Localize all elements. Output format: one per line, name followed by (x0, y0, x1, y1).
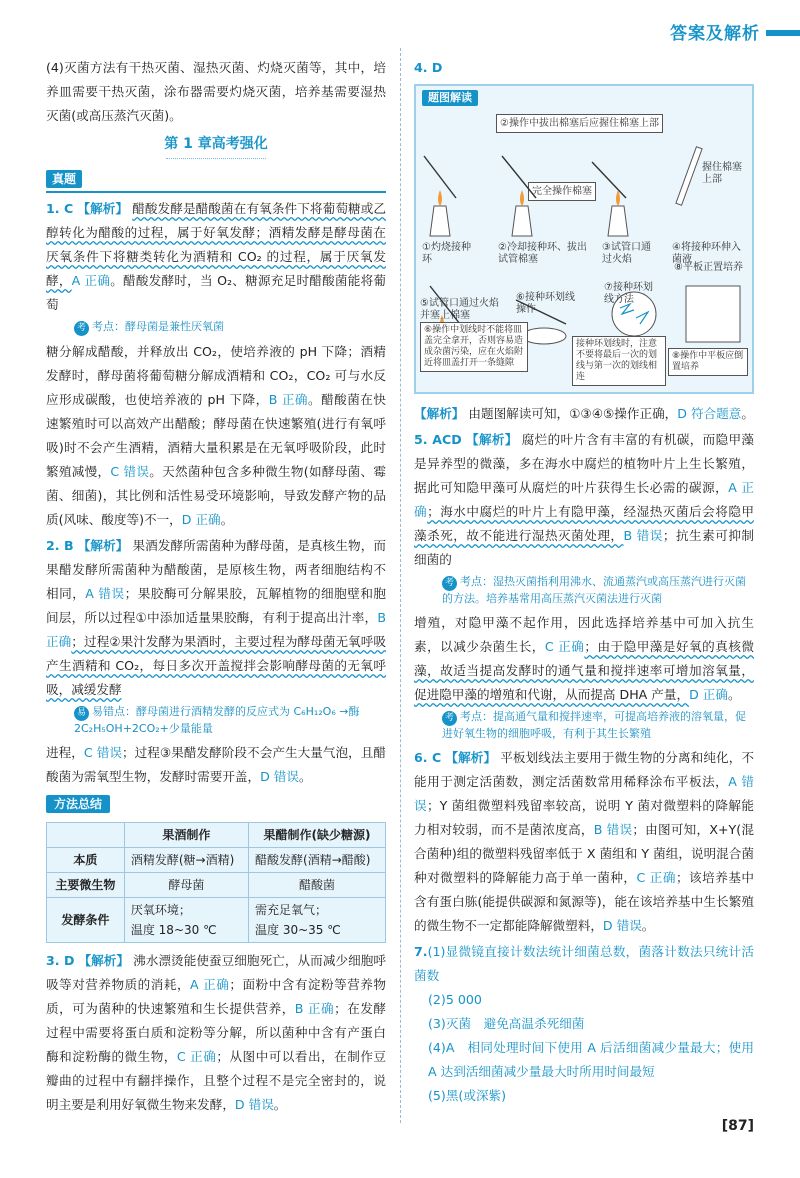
q3-text-d: ；从图中可以看出，在制作豆瓣曲的过程中有翻拌操作，且整个过程不是完全密封的，说明主要是利用好氧微生物来发酵， (46, 1049, 387, 1112)
q2-text-c: ；过程②果汁发酵为果酒时，主要过程为酵母菌无氧呼吸产生酒精和 CO₂，每日多次开盖搅拌会影响酵母菌的无氧呼吸，减缓发酵 (46, 634, 387, 697)
q1-number: 1. C (46, 201, 74, 216)
q5-text-a: 腐烂的叶片含有丰富的有机碳，而隐甲藻是异养型的微藻，多在海水中腐烂的植物叶片上生长繁殖，据此可知隐甲藻可从腐烂的叶片获得生长必需的碳源， (414, 432, 754, 495)
q1-text-d: 。醋酸菌在快速繁殖时可以高效产出醋酸；酵母菌在快速繁殖(进行有氧呼吸)时不会产生酒精，酒精大量积累是在无氧呼吸阶段，此时繁殖减慢， (46, 392, 386, 479)
q2-text-e: ；过程③果醋发酵阶段不会产生大量气泡，且醋酸菌为需氧型生物，发酵时需要开盖， (46, 745, 386, 784)
q5-answer-cont (414, 611, 754, 707)
q7-number: 7. (414, 944, 428, 959)
q5-judge-b: B 错误 (623, 528, 663, 543)
q1-text-b: 。醋酸发酵时，当 O₂、糖源充足时醋酸菌能将葡萄 (46, 273, 387, 312)
q1-judge-c: C 错误 (110, 464, 150, 479)
q1-answer-cont (46, 340, 386, 532)
fig-step2: ②冷却接种环、拔出试管棉塞 (498, 242, 587, 265)
q4-answer (414, 402, 754, 426)
q2-end: 。 (298, 769, 312, 784)
q1-text-a: 醋酸发酵是醋酸菌在有氧条件下将葡萄糖或乙醇转化为醋酸的过程，属于好氧发酵；酒精发酵是酵母菌在厌氧条件下将糖类转化为酒精和 CO₂ 的过程，属于厌氧发酵， (46, 201, 386, 288)
fig-step8: ⑧平板正置培养 (674, 262, 743, 273)
note-badge-icon: 考 (74, 321, 89, 336)
q2-text-a: 果酒发酵所需菌种为酵母菌，是真核生物，而果醋发酵所需菌种为醋酸菌，是原核生物，两者细胞结构不相同， (46, 538, 387, 601)
fig-box-step8: ⑧操作中平板应倒置培养 (668, 348, 748, 376)
header-title: 答案及解析 (670, 24, 760, 44)
note-badge-icon: 易 (74, 706, 89, 721)
q7-line1 (414, 940, 754, 988)
q2-judge-b: B 正确 (46, 610, 386, 649)
chapter-title: 第 1 章高考强化 (164, 136, 268, 152)
summary-row3-c1b: 温度 18~30 ℃ (130, 923, 217, 937)
q2-judge-d: D 错误 (260, 769, 299, 784)
q4-judge: D 符合题意 (677, 406, 742, 421)
q7-line2: (2)5 000 (428, 992, 482, 1007)
q5-text-e: ；由于隐甲藻是好氧的真核微藻，故适当提高发酵时的通气量和搅拌速率可增加溶氧量，促进隐甲藻的增殖和代谢，从而提高 DHA 产量， (414, 639, 755, 702)
q3-judge-d: D 错误 (234, 1097, 274, 1112)
note-badge-icon: 考 (442, 711, 457, 726)
q4-parse-text: 由题图解读可知，①③④⑤操作正确， (468, 406, 678, 421)
q4-figure (414, 84, 754, 394)
q7-line3: (3)灭菌 避免高温杀死细菌 (428, 1016, 585, 1031)
chapter-underline (166, 158, 266, 159)
summary-header-row (47, 823, 386, 848)
q6-judge-c: C 正确 (636, 870, 676, 885)
flame-icon (438, 190, 442, 206)
q3-text-c: ；在发酵过程中需要将蛋白质和淀粉等分解，所以菌种中含有产蛋白酶和淀粉酶的微生物， (46, 1001, 386, 1064)
summary-row (47, 898, 386, 943)
summary-row2-c2: 醋酸菌 (249, 873, 386, 898)
q5-end: 。 (727, 687, 741, 702)
q3-judge-b: B 正确 (294, 1001, 335, 1016)
q3-number: 3. D (46, 953, 75, 968)
alcohol-lamp-icon (430, 206, 450, 236)
q3-parse-label: 【解析】 (78, 953, 130, 968)
q6-parse-label: 【解析】 (445, 750, 497, 765)
q5-number: 5. ACD (414, 432, 462, 447)
q6-judge-a: A 错误 (414, 774, 754, 813)
fig-step6: ⑥接种环划线操作 (516, 292, 575, 315)
q4-number: 4. D (414, 60, 443, 75)
summary-title: 方法总结 (46, 795, 110, 813)
fig-step3: ③试管口通过火焰 (602, 242, 651, 265)
summary-row3-head: 发酵条件 (47, 898, 125, 943)
page-header (670, 22, 760, 47)
inoculating-loop-icon (502, 156, 536, 198)
inoculating-loop-icon (592, 162, 626, 198)
q6-judge-b: B 错误 (593, 822, 633, 837)
header-accent-bar (766, 30, 800, 36)
q1-judge-a: A 正确 (71, 273, 111, 288)
summary-row3-c2b: 温度 30~35 ℃ (255, 923, 341, 937)
q5-note1-text: 考点：湿热灭菌指利用沸水、流通蒸汽或高压蒸汽进行灭菌的方法。培养基常用高压蒸汽灭菌法进行灭菌 (442, 575, 746, 605)
left-column (46, 56, 386, 1117)
summary-row3-c1a: 厌氧环境； (130, 903, 191, 917)
alcohol-lamp-icon (608, 206, 628, 236)
q5-text-c: ；抗生素可抑制细菌的 (414, 528, 754, 567)
alcohol-lamp-icon (512, 206, 532, 236)
q2-number: 2. B (46, 538, 74, 553)
q5-parse-label: 【解析】 (466, 432, 518, 447)
incubator-icon (686, 286, 740, 342)
fig-step7: ⑦接种环划线方法 (604, 282, 653, 305)
test-tube-icon (676, 147, 702, 205)
q4-heading (414, 56, 754, 80)
fig-step4b: 握住棉塞上部 (702, 162, 742, 185)
q6-text-d: ；该培养基中含有蛋白胨(能提供碳源和氮源等)，能在该培养基中生长繁殖的微生物不一定都能降解微塑料， (414, 870, 755, 933)
summary-row (47, 873, 386, 898)
q6-number: 6. C (414, 750, 442, 765)
q2-text-b: ；果胶酶可分解果胶，瓦解植物的细胞壁和胞间层，所以过程①中添加适量果胶酶，有利于提高出汁率， (46, 586, 387, 625)
fig-box-complete: 完全操作棉塞 (528, 182, 596, 201)
q5-judge-a: A 正确 (414, 480, 754, 519)
summary-row1-c1: 酒精发酵(糖→酒精) (124, 848, 248, 873)
q3-judge-a: A 正确 (190, 977, 230, 992)
q1-text-e: 。天然菌种包含多种微生物(如酵母菌、霉菌、细菌)，其比例和活性易受环境影响，导致发酵产物的品质(风味、酸度等)不一， (46, 464, 386, 527)
flame-icon (616, 190, 620, 206)
q3-text-b: ；面粉中含有淀粉等营养物质，可为菌种的快速繁殖和生长提供营养， (46, 977, 386, 1016)
q1-judge-d: D 正确 (181, 512, 221, 527)
q2-judge-c: C 错误 (83, 745, 123, 760)
column-divider (400, 48, 401, 1123)
q3-judge-c: C 正确 (176, 1049, 217, 1064)
page-number: [87] (721, 1118, 754, 1134)
q6-answer (414, 746, 754, 938)
q3-end: 。 (273, 1097, 287, 1112)
petri-dish-icon (522, 328, 566, 344)
note-badge-icon: 考 (442, 576, 457, 591)
summary-col2: 果醋制作(缺少糖源) (249, 823, 386, 848)
summary-row3-c2a: 需充足氧气； (255, 903, 328, 917)
q1-note (74, 319, 386, 336)
q1-answer (46, 197, 386, 317)
q3-text-a: 沸水漂烫能使蚕豆细胞死亡，从而减少细胞呼吸等对营养物质的消耗， (46, 953, 387, 992)
summary-row2-head: 主要微生物 (47, 873, 125, 898)
q6-text-c: ；由图可知，X+Y(混合菌种)组的微塑料残留率低于 X 菌组和 Y 菌组，说明混合菌种对微塑料的降解能力高于单一菌种， (414, 822, 754, 885)
q5-answer (414, 428, 754, 572)
summary-table (46, 822, 386, 943)
q3-answer (46, 949, 386, 1117)
summary-row3-c2 (249, 898, 386, 943)
q7-line5: (5)黑(或深紫) (428, 1088, 507, 1103)
section-tag: 真题 (46, 170, 82, 188)
q2-parse-label: 【解析】 (77, 538, 129, 553)
q2-note (74, 704, 386, 737)
fig-step1: ①灼烧接种环 (422, 242, 471, 265)
q2-text-d: 进程， (46, 745, 84, 760)
q6-judge-d: D 错误 (602, 918, 642, 933)
q1-judge-b: B 正确 (268, 392, 308, 407)
q1-end: 。 (220, 512, 234, 527)
fig-box-step2-tip: ②操作中拔出棉塞后应握住棉塞上部 (496, 114, 663, 133)
q6-end: 。 (641, 918, 655, 933)
section-tag-row (46, 167, 386, 193)
q5-judge-c: C 正确 (544, 639, 585, 654)
q2-answer-cont (46, 741, 386, 789)
q2-answer (46, 534, 386, 702)
q5-text-d: 增殖，对隐甲藻不起作用，因此选择培养基中可加入抗生素，以减少杂菌生长， (414, 615, 754, 654)
q2-judge-a: A 错误 (85, 586, 125, 601)
q1-note-text: 考点：酵母菌是兼性厌氧菌 (92, 320, 224, 333)
q6-text-b: ；Y 菌组微塑料残留率较高，说明 Y 菌对微塑料的降解能力相对较弱，而不是菌浓度高， (414, 798, 754, 837)
summary-row1-c2: 醋酸发酵(酒精→醋酸) (249, 848, 386, 873)
q1-parse-label: 【解析】 (77, 201, 129, 216)
q5-note2 (442, 709, 754, 742)
fig-box-step6: ⑥操作中划线时不能将皿盖完全拿开，否则容易造成杂菌污染，应在火焰附近将皿盖打开一条缝隙 (420, 322, 528, 372)
q4-end: 。 (741, 406, 754, 421)
fig-title: 题图解读 (422, 90, 478, 106)
summary-tag-row (46, 789, 386, 816)
fig-box-step7: 接种环划线时，注意不要将最后一次的划线与第一次的划线相连 (572, 336, 666, 386)
summary-row (47, 848, 386, 873)
flame-icon (520, 190, 524, 206)
q2-note-text: 易错点：酵母菌进行酒精发酵的反应式为 C₆H₁₂O₆ →酶 2C₂H₅OH+2CO₂+少量能量 (74, 705, 360, 735)
summary-row1-head: 本质 (47, 848, 125, 873)
q6-text-a: 平板划线法主要用于微生物的分离和纯化，不能用于测定活菌数，测定活菌数常用稀释涂布平板法， (414, 750, 754, 789)
fig-step5: ⑤试管口通过火焰并塞上棉塞 (420, 298, 499, 321)
q5-judge-d: D 正确 (689, 687, 728, 702)
q4-parse-label: 【解析】 (414, 406, 465, 421)
summary-row3-c1 (124, 898, 248, 943)
summary-col1: 果酒制作 (124, 823, 248, 848)
q7-line4: (4)A 相同处理时间下使用 A 后活细菌减少量最大；使用 A 达到活细菌减少量最大时所用时间最短 (428, 1040, 754, 1079)
q7-answer (414, 940, 754, 1108)
fig-step4: ④将接种环伸入菌液 (672, 242, 741, 265)
q7-a1: (1)显微镜直接计数法统计细菌总数，菌落计数法只统计活菌数 (414, 944, 754, 983)
intro-paragraph: (4)灭菌方法有干热灭菌、湿热灭菌、灼烧灭菌等，其中，培养皿需要干热灭菌，涂布器需要灼烧灭菌，培养基需要湿热灭菌(或高压蒸汽灭菌)。 (46, 60, 386, 123)
q5-note2-text: 考点：提高通气量和搅拌速率，可提高培养液的溶氧量，促进好氧生物的细胞呼吸，有利于其生长繁殖 (442, 710, 746, 740)
q1-text-c: 糖分解成醋酸，并释放出 CO₂，使培养液的 pH 下降；酒精发酵时，酵母菌将葡萄糖分解成酒精和 CO₂，CO₂ 可与水反应形成碳酸，也使培养液的 pH 下降， (46, 344, 386, 407)
right-column (414, 56, 754, 1108)
q5-text-b: ；海水中腐烂的叶片上有隐甲藻，经湿热灭菌后会将隐甲藻杀死，故不能进行湿热灭菌处理， (414, 504, 755, 543)
summary-row2-c1: 酵母菌 (124, 873, 248, 898)
q5-note1 (442, 574, 754, 607)
summary-empty-cell (47, 823, 125, 848)
